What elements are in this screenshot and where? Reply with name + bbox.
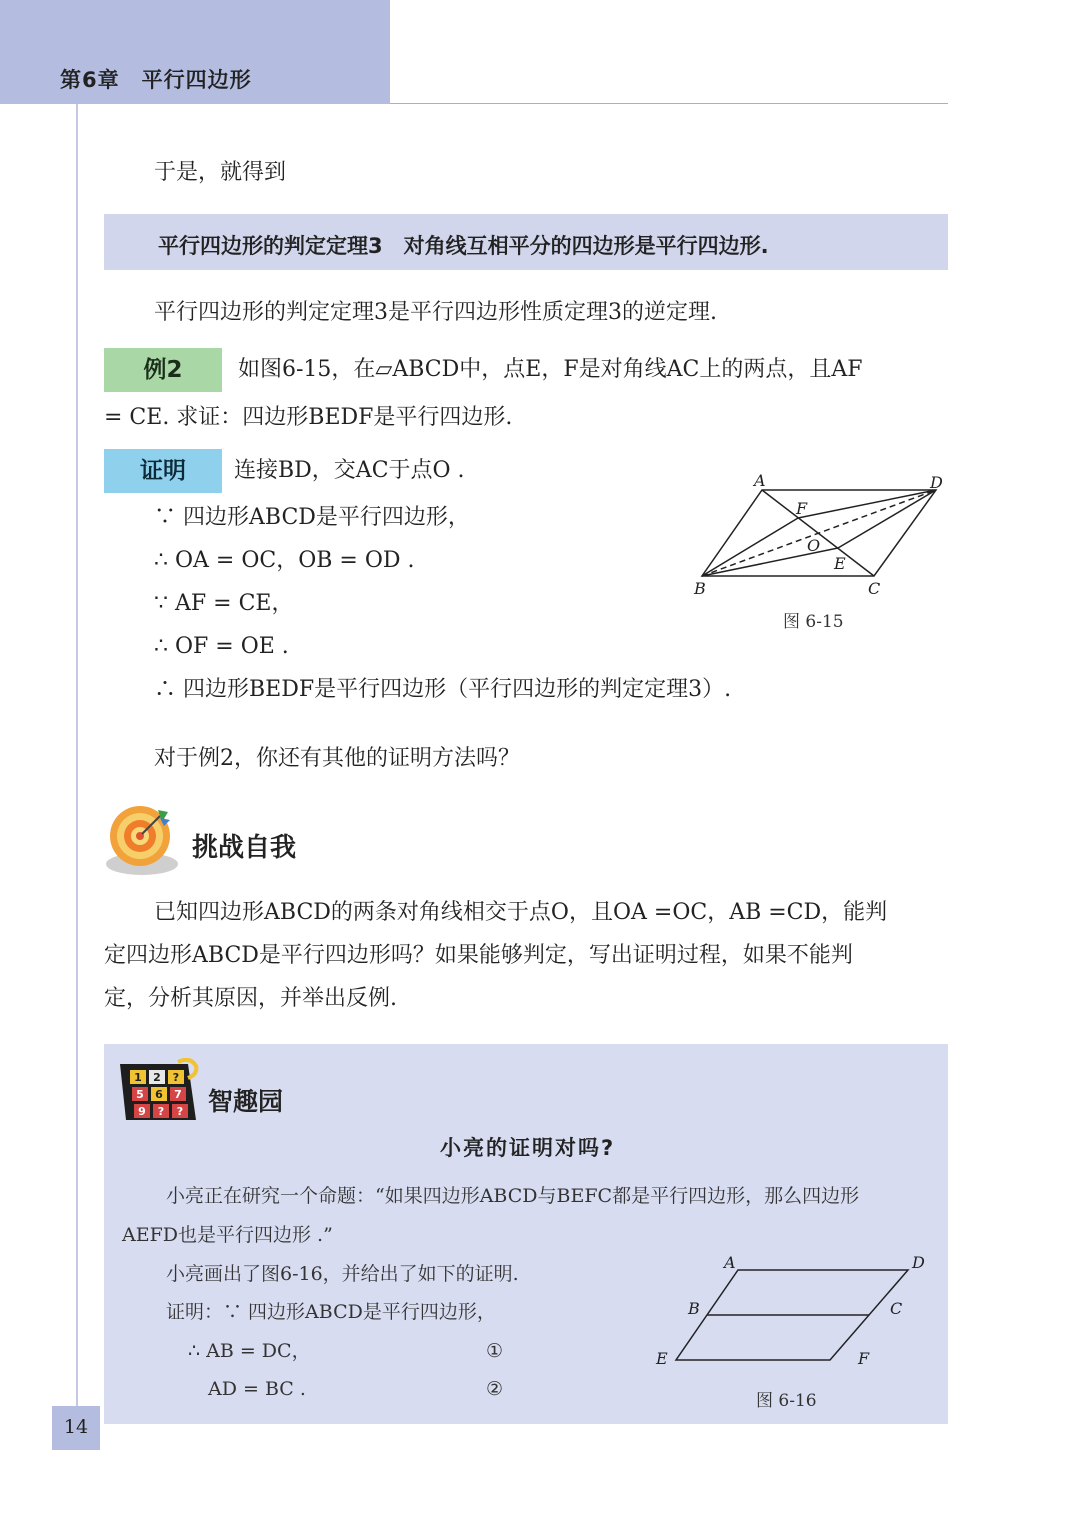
target-dart-icon: [102, 798, 182, 880]
label-b: B: [688, 1299, 700, 1318]
header-divider: [390, 103, 948, 104]
fun-line: 小亮正在研究一个命题：“如果四边形ABCD与BEFC都是平行四边形，那么四边形: [166, 1185, 860, 1207]
label-e: E: [834, 554, 846, 573]
label-d: D: [912, 1253, 925, 1272]
grid-digit: 6: [155, 1088, 163, 1101]
proof-line: ∴ 四边形BEDF是平行四边形（平行四边形的判定定理3）.: [154, 677, 732, 702]
margin-line: [76, 104, 78, 1434]
diagonal-bd-dashed: [702, 490, 936, 576]
grid-digit: ?: [172, 1071, 180, 1084]
segment-fd: [798, 490, 936, 518]
label-f: F: [858, 1349, 870, 1368]
grid-digit: ?: [157, 1105, 165, 1118]
label-d: D: [930, 473, 943, 492]
example-line-1: 如图6-15，在▱ABCD中，点E，F是对角线AC上的两点，且AF: [238, 357, 863, 382]
intro-paragraph: 于是，就得到: [154, 160, 287, 185]
label-o: O: [807, 536, 821, 555]
fun-garden-title: 智趣园: [208, 1087, 284, 1116]
challenge-title: 挑战自我: [192, 833, 297, 863]
segment-ed: [838, 490, 936, 548]
equation-marker: ①: [486, 1340, 504, 1362]
converse-paragraph: 平行四边形的判定定理3是平行四边形性质定理3的逆定理.: [154, 300, 717, 325]
fun-garden-subtitle: 小亮的证明对吗?: [440, 1136, 616, 1160]
label-b: B: [694, 579, 706, 598]
label-f: F: [796, 499, 808, 518]
proof-line: ∵ AF = CE，: [154, 591, 294, 616]
grid-digit: 5: [136, 1088, 144, 1101]
proof-line: ∵ 四边形ABCD是平行四边形，: [154, 505, 470, 530]
grid-digit: 2: [153, 1071, 161, 1084]
chapter-title: 第6章 平行四边形: [60, 68, 252, 92]
question-paragraph: 对于例2，你还有其他的证明方法吗？: [154, 746, 520, 771]
grid-digit: 9: [138, 1105, 146, 1118]
segment-bf: [702, 518, 798, 576]
label-a: A: [754, 471, 766, 490]
challenge-line: 定四边形ABCD是平行四边形吗？如果能够判定，写出证明过程，如果不能判: [104, 943, 853, 968]
fun-line: ∴ AB = DC，: [188, 1340, 311, 1362]
figure-6-16-caption: 图 6-16: [756, 1391, 817, 1411]
equation-marker: ②: [486, 1378, 504, 1400]
label-c: C: [868, 579, 881, 598]
proof-tag: 证明: [104, 449, 222, 493]
number-grid-icon: [116, 1058, 200, 1126]
example-line-2: = CE. 求证：四边形BEDF是平行四边形.: [104, 405, 513, 430]
challenge-line: 已知四边形ABCD的两条对角线相交于点O，且OA =OC，AB =CD，能判: [154, 900, 888, 925]
challenge-line: 定，分析其原因，并举出反例.: [104, 986, 397, 1011]
fun-line: 证明：∵ 四边形ABCD是平行四边形，: [166, 1301, 496, 1323]
label-a: A: [724, 1253, 736, 1272]
fun-line: 小亮画出了图6-16，并给出了如下的证明.: [166, 1263, 519, 1285]
label-c: C: [890, 1299, 903, 1318]
page-number: 14: [63, 1416, 89, 1438]
grid-digit: ?: [176, 1105, 184, 1118]
fun-line: AEFD也是平行四边形 .”: [122, 1224, 333, 1246]
proof-line: ∴ OF = OE .: [154, 634, 289, 659]
figure-6-15-caption: 图 6-15: [783, 612, 844, 632]
proof-line: 连接BD，交AC于点O .: [234, 458, 465, 483]
theorem-text: 平行四边形的判定定理3 对角线互相平分的四边形是平行四边形.: [158, 234, 769, 258]
label-e: E: [656, 1349, 668, 1368]
proof-line: ∴ OA = OC，OB = OD .: [154, 548, 415, 573]
example-tag: 例2: [104, 348, 222, 392]
figure-6-16: [650, 1250, 940, 1374]
grid-digit: 7: [174, 1088, 182, 1101]
grid-digit: 1: [134, 1071, 142, 1084]
fun-line: AD = BC .: [208, 1378, 306, 1400]
